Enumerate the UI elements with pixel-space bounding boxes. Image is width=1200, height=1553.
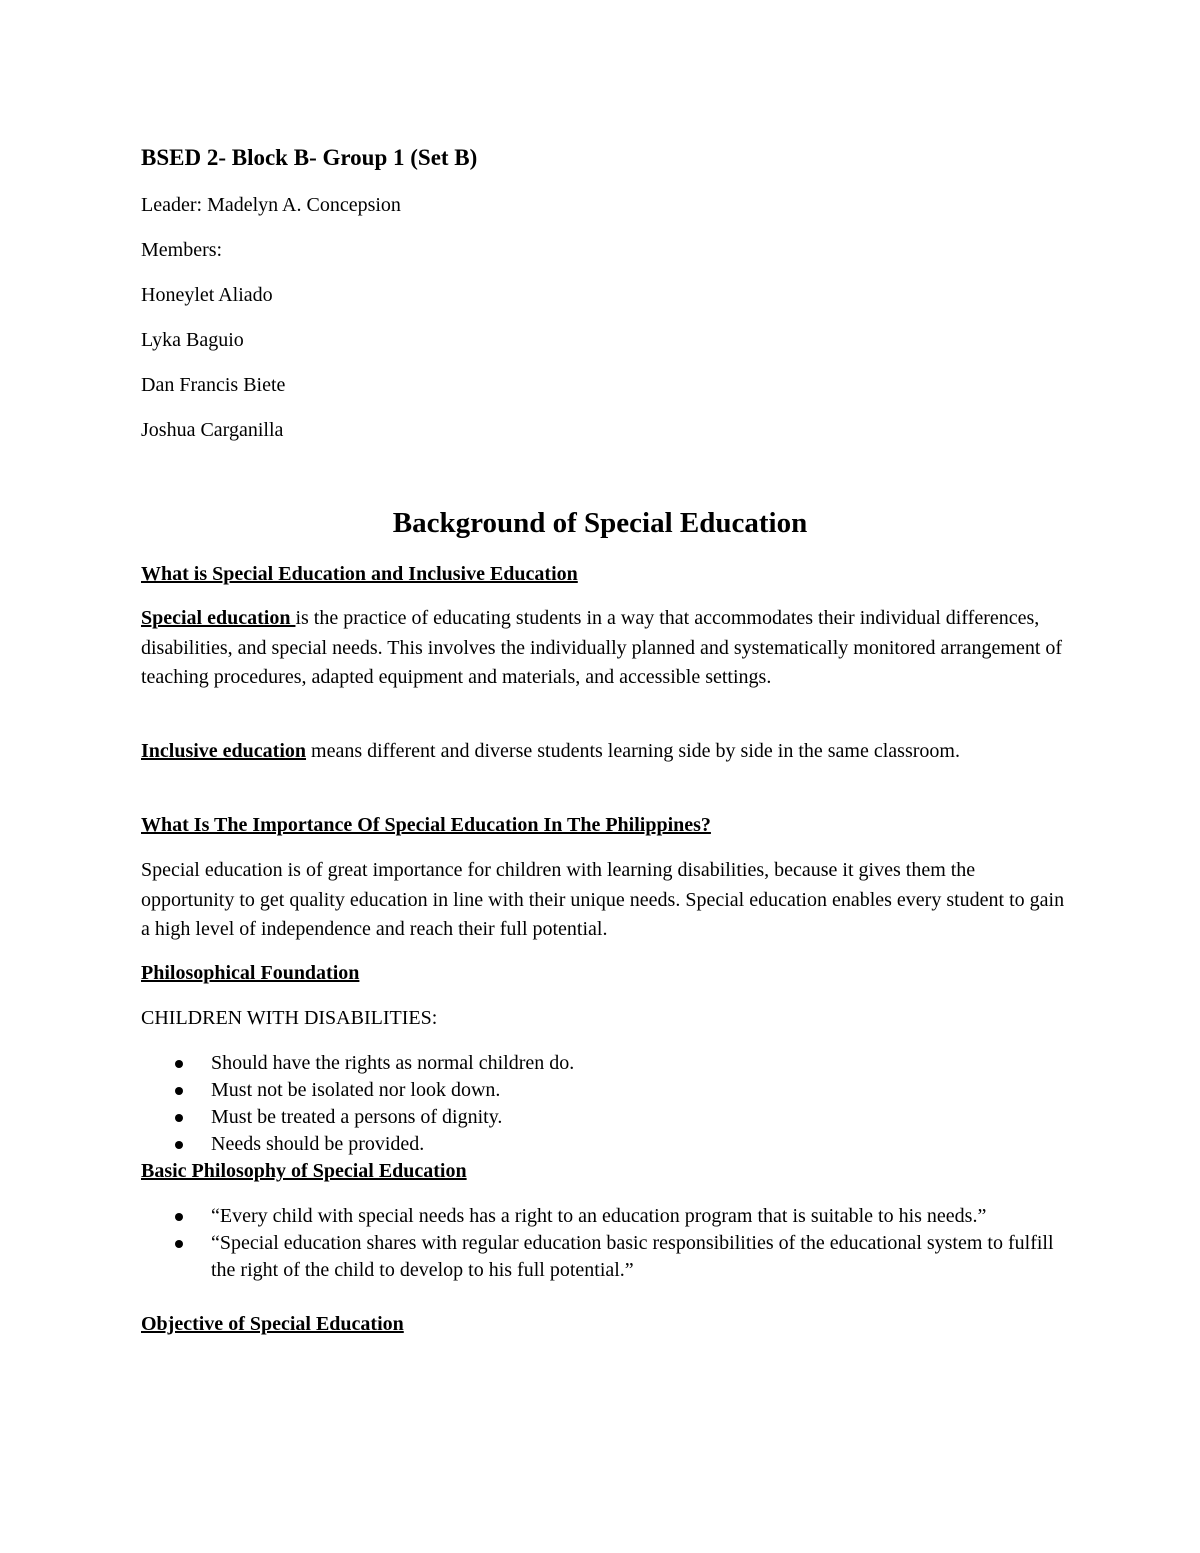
list-item: Must not be isolated nor look down. bbox=[141, 1077, 1066, 1104]
bullet-icon bbox=[175, 1060, 183, 1068]
member-name: Joshua Carganilla bbox=[141, 419, 284, 441]
special-education-paragraph bbox=[141, 604, 1066, 693]
importance-paragraph: Special education is of great importance for children with learning disabilities, because it gives them the opportunity to get quality education in line with their unique needs. Special education enables every student to gain a high level of independence and reach their full potential. bbox=[141, 859, 1065, 940]
member-name: Lyka Baguio bbox=[141, 329, 244, 351]
bullet-icon bbox=[175, 1141, 183, 1149]
bullet-icon bbox=[175, 1114, 183, 1122]
section-heading-importance: What Is The Importance Of Special Education In The Philippines? bbox=[141, 814, 711, 836]
bullet-icon bbox=[175, 1087, 183, 1095]
list-item: Should have the rights as normal children do. bbox=[141, 1050, 1066, 1077]
special-education-text: is the practice of educating students in a way that accommodates their individual differences, disabilities, and special needs. This involves the individually planned and systematically monitored arrangement of teaching procedures, adapted equipment and materials, and accessible settings. bbox=[141, 607, 1063, 688]
list-item: “Special education shares with regular education basic responsibilities of the educational system to fulfill the right of the child to develop to his full potential.” bbox=[141, 1230, 1066, 1284]
section-heading-basic-philosophy: Basic Philosophy of Special Education bbox=[141, 1160, 467, 1182]
list-item: Must be treated a persons of dignity. bbox=[141, 1104, 1066, 1131]
inclusive-education-text: means different and diverse students learning side by side in the same classroom. bbox=[306, 740, 960, 762]
philosophical-bullet-list bbox=[141, 1050, 1066, 1158]
members-label: Members: bbox=[141, 239, 223, 261]
document-title: Background of Special Education bbox=[392, 507, 808, 539]
group-title: BSED 2- Block B- Group 1 (Set B) bbox=[141, 145, 478, 170]
bullet-icon bbox=[175, 1213, 183, 1221]
leader-line: Leader: Madelyn A. Concepsion bbox=[141, 194, 401, 216]
list-item: Needs should be provided. bbox=[141, 1131, 1066, 1158]
section-heading-philosophical: Philosophical Foundation bbox=[141, 962, 360, 984]
member-name: Dan Francis Biete bbox=[141, 374, 286, 396]
special-education-term: Special education bbox=[141, 607, 296, 629]
member-name: Honeylet Aliado bbox=[141, 284, 273, 306]
section-heading-what-is: What is Special Education and Inclusive Education bbox=[141, 563, 578, 585]
children-with-disabilities-label: CHILDREN WITH DISABILITIES: bbox=[141, 1007, 438, 1029]
bullet-icon bbox=[175, 1240, 183, 1248]
inclusive-education-term: Inclusive education bbox=[141, 740, 307, 762]
inclusive-education-paragraph bbox=[141, 737, 1066, 767]
basic-philosophy-bullet-list bbox=[141, 1203, 1066, 1284]
section-heading-objective: Objective of Special Education bbox=[141, 1313, 404, 1335]
list-item: “Every child with special needs has a right to an education program that is suitable to his needs.” bbox=[141, 1203, 1066, 1230]
